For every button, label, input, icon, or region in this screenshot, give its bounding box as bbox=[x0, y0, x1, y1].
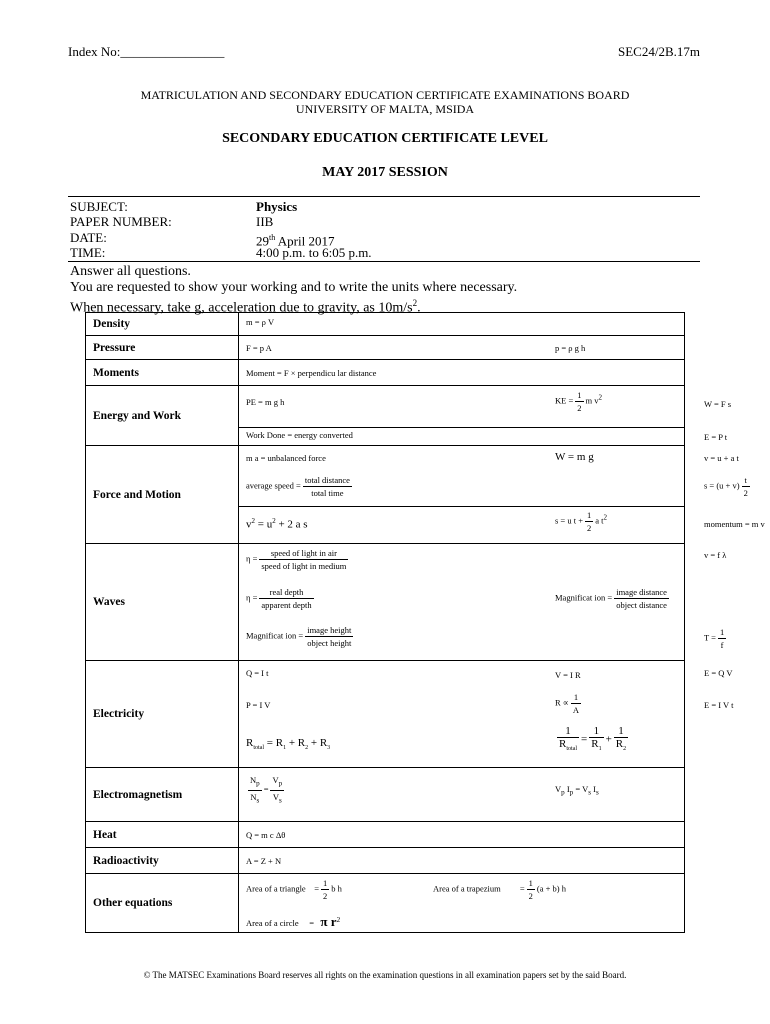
row-label-electricity: Electricity bbox=[86, 661, 239, 768]
formula-cell bbox=[239, 848, 685, 874]
time-label: TIME: bbox=[70, 245, 106, 260]
formula-power: P = I V bbox=[246, 700, 271, 710]
formula-work-done: Work Done = energy converted bbox=[246, 430, 353, 440]
paper-value: IIB bbox=[256, 214, 274, 229]
formula-period: T = $\frac{1}{f}$ bbox=[704, 627, 725, 650]
divider bbox=[239, 427, 684, 428]
formula-work: W = F s bbox=[704, 399, 732, 409]
formula-cell bbox=[239, 544, 727, 661]
row-other bbox=[86, 874, 685, 933]
formula-pressure-depth: p = ρ g h bbox=[555, 343, 586, 353]
formula-magnification-distance: Magnificat ion = image distance object distance bbox=[555, 587, 667, 610]
formula-series-resistance: $R_{total} = R_1 + R_2 + R_3$ bbox=[246, 737, 331, 752]
row-label-electromagnetism: Electromagnetism bbox=[86, 768, 239, 822]
row-electricity bbox=[86, 661, 685, 768]
formula-cell bbox=[239, 874, 685, 933]
formula-cell bbox=[239, 446, 765, 544]
formula-cell bbox=[239, 360, 685, 386]
formula-energy-power: E = P t bbox=[704, 432, 728, 442]
formula-triangle-area: Area of a triangle = $\frac{1}{2}$ b h bbox=[246, 878, 342, 901]
formula-ohm: V = I R bbox=[555, 670, 581, 680]
formula-circle-area: Area of a circle = π $r^2$ bbox=[246, 914, 341, 929]
formula-s-ut: s = u t + $\frac{1}{2}$ a $t^2$ bbox=[555, 510, 608, 533]
formula-s-uvt: s = (u + v) $\frac{t}{2}$ bbox=[704, 475, 748, 498]
time-value: 4:00 p.m. to 6:05 p.m. bbox=[256, 245, 372, 260]
formula-cell bbox=[239, 386, 732, 446]
formula-moment: Moment = F × perpendicu lar distance bbox=[246, 368, 377, 378]
formula-cell bbox=[239, 661, 734, 768]
formula-pressure-force: F = p A bbox=[246, 343, 272, 353]
formula-charge: Q = I t bbox=[246, 668, 269, 678]
formula-sheet bbox=[85, 312, 765, 933]
row-pressure bbox=[86, 336, 685, 360]
formula-cell bbox=[239, 313, 685, 336]
paper-code: SEC24/2B.17m bbox=[618, 44, 700, 59]
row-label-other: Other equations bbox=[86, 874, 239, 933]
row-label-force: Force and Motion bbox=[86, 446, 239, 544]
formula-cell bbox=[239, 336, 685, 360]
formula-nucleon: A = Z + N bbox=[246, 856, 282, 866]
row-force bbox=[86, 446, 685, 544]
formula-cell bbox=[239, 768, 685, 822]
university-name: UNIVERSITY OF MALTA, MSIDA bbox=[295, 102, 475, 116]
row-waves bbox=[86, 544, 685, 661]
date-value: 29th April 2017 bbox=[256, 233, 335, 249]
row-electromagnetism bbox=[86, 768, 685, 822]
formula-average-speed: average speed = total distance total time bbox=[246, 475, 350, 498]
formula-ke: KE = $\frac{1}{2}$ m $v^2$ bbox=[555, 390, 603, 413]
formula-parallel-resistance: 1 $R_{total}$ = $\frac{1}{R_1}$ + $\frac{1}{R_2}$ bbox=[559, 725, 627, 753]
instruction-3: When necessary, take g, acceleration due to gravity, as $10m/s^2$. bbox=[70, 298, 421, 316]
date-label: DATE: bbox=[70, 230, 107, 245]
bottom-rule bbox=[68, 261, 700, 262]
formula-refractive-index-depth: η = real depth apparent depth bbox=[246, 587, 312, 610]
subject-label: SUBJECT: bbox=[70, 199, 128, 214]
subject-value: Physics bbox=[256, 199, 298, 214]
copyright-footer: © The MATSEC Examinations Board reserves all rights on the examination questions in all examination papers set by the said Board. bbox=[143, 970, 627, 980]
session-title: MAY 2017 SESSION bbox=[322, 165, 448, 180]
top-rule bbox=[68, 196, 700, 197]
certificate-level: SECONDARY EDUCATION CERTIFICATE LEVEL bbox=[222, 131, 548, 146]
instruction-1: Answer all questions. bbox=[70, 264, 191, 279]
formula-v-squared: $v^2 = u^2 + 2$ a s bbox=[246, 517, 308, 531]
row-radioactivity bbox=[86, 848, 685, 874]
formula-momentum: momentum = m v bbox=[704, 519, 765, 529]
formula-energy-charge: E = Q V bbox=[704, 668, 733, 678]
formula-resistance-area: R ∝ $\frac{1}{A}$ bbox=[555, 692, 580, 715]
row-label-waves: Waves bbox=[86, 544, 239, 661]
index-number-field: Index No:________________ bbox=[68, 44, 225, 59]
formula-transformer-ratio: $\frac{N_p}{N_s}$ = $\frac{V_p}{V_s}$ bbox=[250, 775, 283, 805]
paper-label: PAPER NUMBER: bbox=[70, 214, 172, 229]
row-label-pressure: Pressure bbox=[86, 336, 239, 360]
row-label-energy: Energy and Work bbox=[86, 386, 239, 446]
formula-heat: Q = m c Δθ bbox=[246, 830, 286, 840]
formula-transformer-power: $V_p$ $I_p = V_s$ $I_s$ bbox=[555, 784, 599, 797]
row-label-moments: Moments bbox=[86, 360, 239, 386]
formula-weight: W = m g bbox=[555, 451, 594, 463]
instruction-2: You are requested to show your working and to write the units where necessary. bbox=[70, 280, 518, 295]
row-label-radioactivity: Radioactivity bbox=[86, 848, 239, 874]
formula-energy-ivt: E = I V t bbox=[704, 700, 734, 710]
row-label-density: Density bbox=[86, 313, 239, 336]
formula-pe: PE = m g h bbox=[246, 397, 285, 407]
formula-cell bbox=[239, 822, 685, 848]
formula-newton: m a = unbalanced force bbox=[246, 453, 326, 463]
formula-v-uat: v = u + a t bbox=[704, 453, 739, 463]
formula-refractive-index-speed: η = speed of light in air speed of light in medium bbox=[246, 548, 347, 571]
row-heat bbox=[86, 822, 685, 848]
formula-wave-speed: v = f λ bbox=[704, 550, 727, 560]
row-label-heat: Heat bbox=[86, 822, 239, 848]
divider bbox=[239, 506, 684, 507]
formula-density: m = ρ V bbox=[246, 317, 275, 327]
row-density bbox=[86, 313, 685, 336]
row-energy bbox=[86, 386, 685, 446]
formula-trapezium-area: Area of a trapezium = $\frac{1}{2}$ (a + b) h bbox=[433, 878, 567, 901]
formula-magnification-height: Magnificat ion = image height object height bbox=[246, 625, 352, 648]
row-moments bbox=[86, 360, 685, 386]
board-name: MATRICULATION AND SECONDARY EDUCATION CERTIFICATE EXAMINATIONS BOARD bbox=[140, 88, 630, 102]
